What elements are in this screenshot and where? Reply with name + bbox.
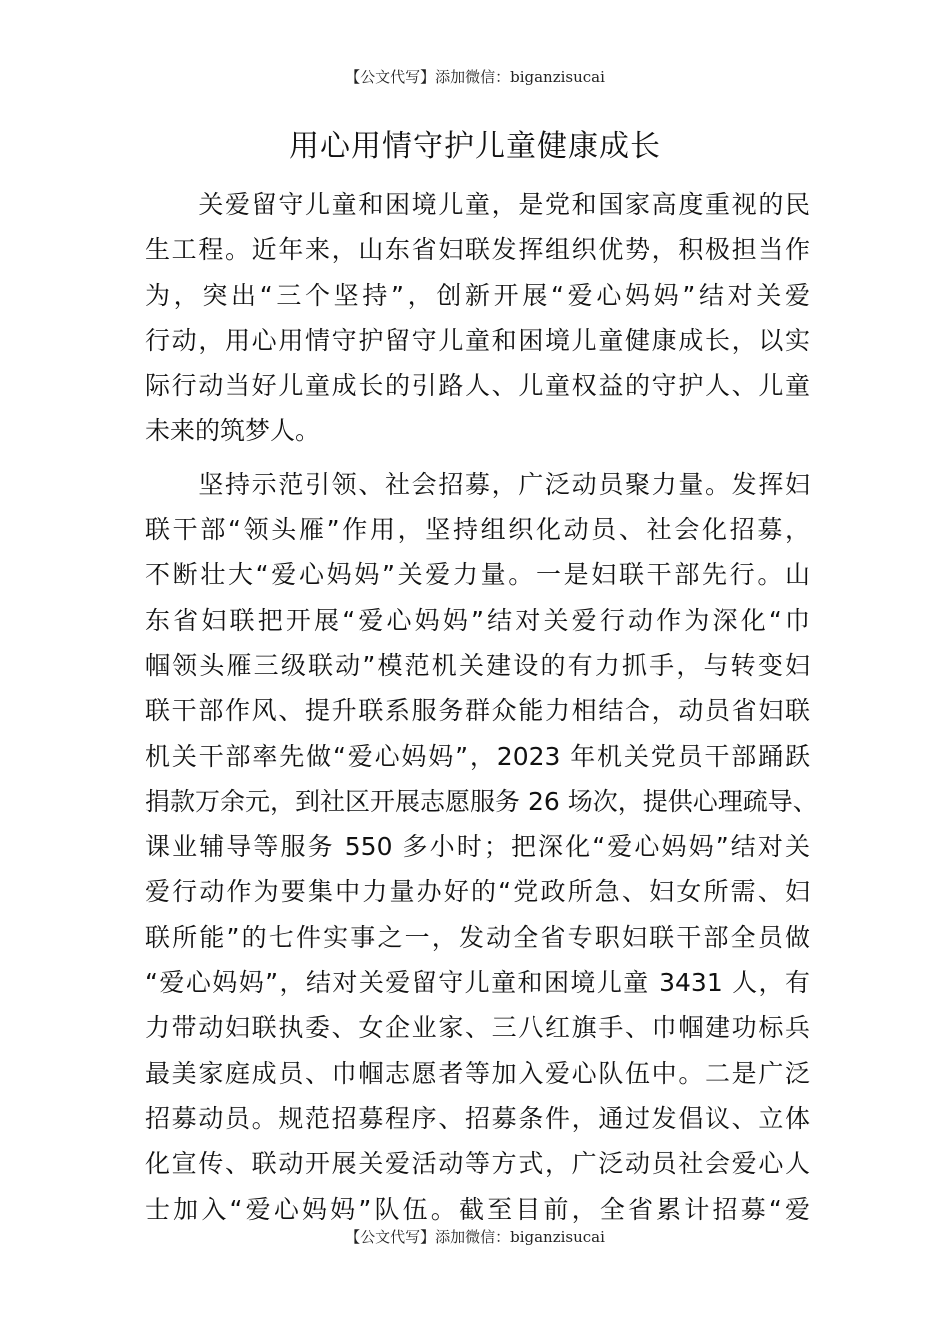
paragraph-line: 联干部“领头雁”作用，坚持组织化动员、社会化招募，	[145, 515, 810, 545]
paragraph-line: 东省妇联把开展“爱心妈妈”结对关爱行动作为深化“巾	[145, 605, 810, 635]
paragraph-line: 帼领头雁三级联动”模范机关建设的有力抓手，与转变妇	[145, 650, 810, 680]
paragraph-line: 行动，用心用情守护留守儿童和困境儿童健康成长，以实	[145, 325, 810, 355]
paragraph-line: 际行动当好儿童成长的引路人、儿童权益的守护人、儿童	[145, 371, 810, 401]
paragraph-line: 士加入“爱心妈妈”队伍。截至目前，全省累计招募“爱	[145, 1194, 810, 1224]
paragraph-line: “爱心妈妈”，结对关爱留守儿童和困境儿童 3431 人，有	[145, 968, 810, 998]
document-title: 用心用情守护儿童健康成长	[289, 129, 661, 164]
paragraph-line: 关爱留守儿童和困境儿童，是党和国家高度重视的民	[145, 190, 810, 219]
paragraph-line: 坚持示范引领、社会招募，广泛动员聚力量。发挥妇	[145, 469, 810, 499]
paragraph-line: 招募动员。规范招募程序、招募条件，通过发倡议、立体	[145, 1103, 810, 1133]
paragraph-line: 最美家庭成员、巾帼志愿者等加入爱心队伍中。二是广泛	[145, 1058, 810, 1088]
paragraph-line: 生工程。近年来，山东省妇联发挥组织优势，积极担当作	[145, 235, 810, 265]
paragraph-spacer	[145, 454, 810, 462]
paragraph-line: 不断壮大“爱心妈妈”关爱力量。一是妇联干部先行。山	[145, 560, 810, 590]
header-watermark-note: 【公文代写】添加微信：biganzisucai	[345, 68, 605, 86]
paragraph-line: 联干部作风、提升联系服务群众能力相结合，动员省妇联	[145, 696, 810, 726]
paragraph-line: 化宣传、联动开展关爱活动等方式，广泛动员社会爱心人	[145, 1149, 810, 1179]
paragraph-line: 课业辅导等服务 550 多小时；把深化“爱心妈妈”结对关	[145, 832, 810, 862]
paragraph-1	[145, 182, 810, 454]
paragraph-line: 联所能”的七件实事之一，发动全省专职妇联干部全员做	[145, 922, 810, 952]
paragraph-line: 爱行动作为要集中力量办好的“党政所急、妇女所需、妇	[145, 877, 810, 907]
paragraph-line: 机关干部率先做“爱心妈妈”，2023 年机关党员干部踊跃	[145, 741, 810, 771]
footer-watermark-note: 【公文代写】添加微信：biganzisucai	[345, 1228, 605, 1246]
paragraph-line: 捐款万余元，到社区开展志愿服务 26 场次，提供心理疏导、	[145, 786, 818, 816]
paragraph-line: 为，突出“三个坚持”，创新开展“爱心妈妈”结对关爱	[145, 280, 810, 310]
document-body	[145, 182, 818, 1232]
paragraph-line: 未来的筑梦人。	[145, 416, 321, 446]
paragraph-line: 力带动妇联执委、女企业家、三八红旗手、巾帼建功标兵	[145, 1013, 810, 1043]
paragraph-2	[145, 462, 818, 1232]
